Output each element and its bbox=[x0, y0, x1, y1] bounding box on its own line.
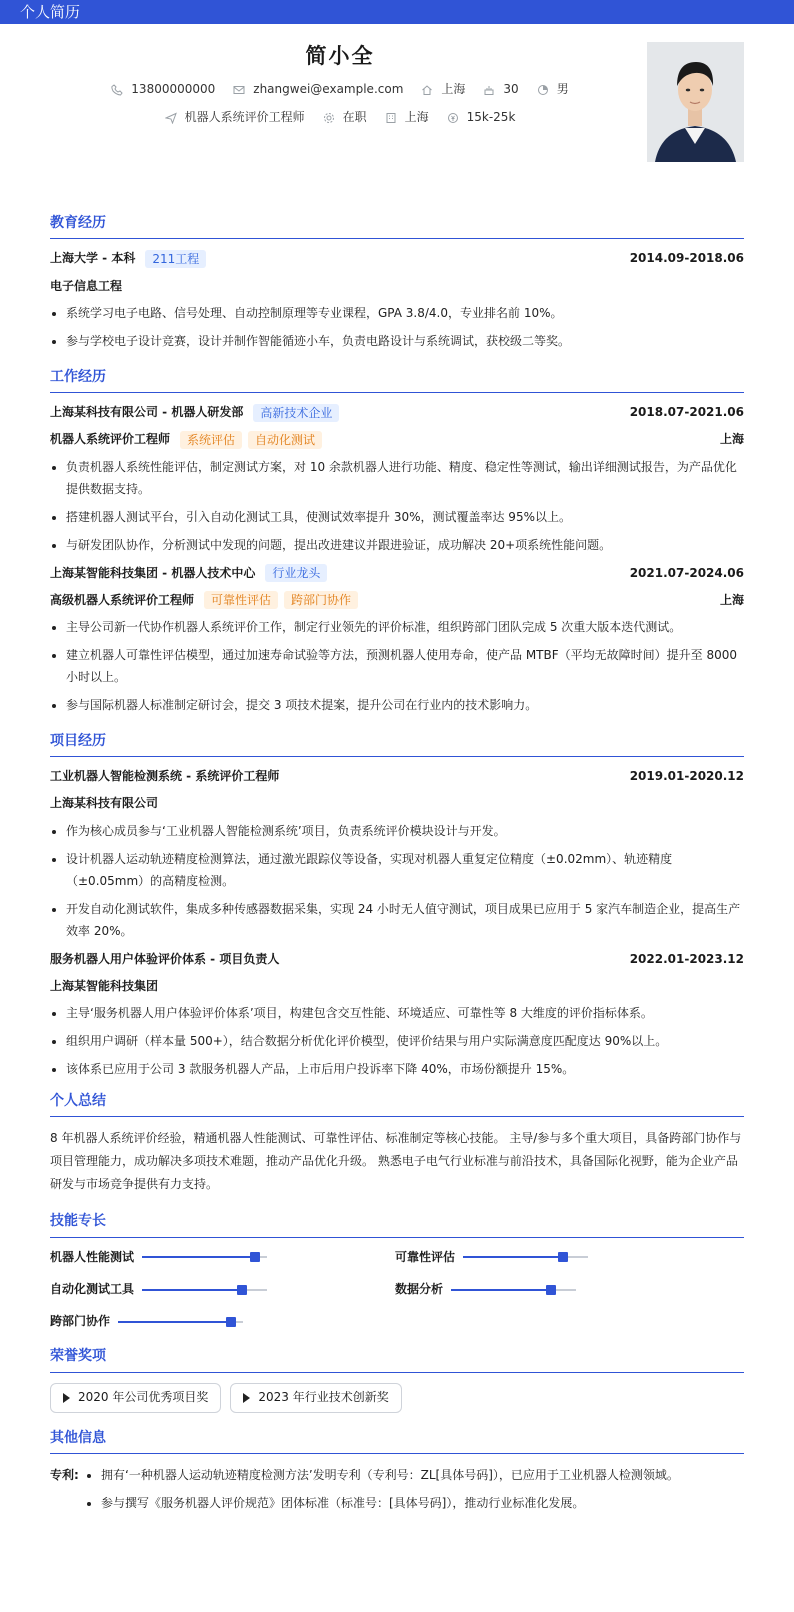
salary-item bbox=[447, 108, 516, 127]
work-section bbox=[50, 366, 744, 716]
list-item: 建立机器人可靠性评估模型，通过加速寿命试验等方法，预测机器人使用寿命，使产品 MTBF（平均无故障时间）提升至 8000 小时以上。 bbox=[50, 644, 744, 688]
gender-text: 男 bbox=[556, 82, 569, 96]
skills-title: 技能专长 bbox=[50, 1210, 744, 1237]
list-item: 搭建机器人测试平台，引入自动化测试工具，使测试效率提升 30%，测试覆盖率达 95%以上。 bbox=[50, 506, 744, 528]
skill-bar-fill bbox=[118, 1321, 231, 1323]
status-item bbox=[323, 108, 367, 127]
project-entry bbox=[50, 950, 744, 1080]
company-tag: 高新技术企业 bbox=[253, 404, 339, 422]
project-org: 上海某智能科技集团 bbox=[50, 978, 159, 993]
resume-page bbox=[0, 24, 794, 1520]
patent-row bbox=[50, 1464, 744, 1520]
top-bar-title: 个人简历 bbox=[20, 3, 81, 21]
skill-name: 机器人性能测试 bbox=[50, 1249, 135, 1264]
school-tag: 211工程 bbox=[145, 250, 206, 268]
money-icon bbox=[447, 112, 459, 124]
work-company-group bbox=[50, 564, 327, 583]
skill-name: 跨部门协作 bbox=[50, 1314, 111, 1329]
work-city-text: 上海 bbox=[404, 110, 429, 124]
phone-text: 13800000000 bbox=[131, 82, 216, 96]
project-bullets bbox=[50, 820, 744, 942]
phone-icon bbox=[111, 84, 123, 96]
send-icon bbox=[165, 112, 177, 124]
company-tag: 行业龙头 bbox=[265, 564, 327, 582]
work-period: 2018.07-2021.06 bbox=[629, 405, 744, 420]
contact-info-row bbox=[50, 80, 630, 99]
summary-title: 个人总结 bbox=[50, 1090, 744, 1117]
skills-grid bbox=[50, 1248, 744, 1332]
gear-icon bbox=[323, 112, 335, 124]
resume-header bbox=[50, 24, 744, 194]
work-role-group bbox=[50, 591, 358, 610]
skill-item bbox=[395, 1248, 695, 1267]
project-period: 2019.01-2020.12 bbox=[629, 769, 744, 784]
age-item bbox=[483, 80, 518, 99]
job-title-text: 机器人系统评价工程师 bbox=[184, 110, 305, 124]
portrait-image bbox=[647, 42, 744, 162]
skill-item bbox=[50, 1248, 395, 1267]
skill-bar-knob bbox=[546, 1285, 556, 1295]
role-tag: 跨部门协作 bbox=[284, 591, 358, 609]
list-item: 主导公司新一代协作机器人系统评价工作，制定行业领先的评价标准，组织跨部门团队完成 5 次重大版本迭代测试。 bbox=[50, 616, 744, 638]
list-item: 作为核心成员参与‘工业机器人智能检测系统’项目，负责系统评价模块设计与开发。 bbox=[50, 820, 744, 842]
list-item: 参与国际机器人标准制定研讨会，提交 3 项技术提案，提升公司在行业内的技术影响力。 bbox=[50, 694, 744, 716]
education-header-row bbox=[50, 249, 744, 268]
role-tag: 可靠性评估 bbox=[204, 591, 278, 609]
skill-name: 数据分析 bbox=[395, 1282, 444, 1297]
skill-name: 可靠性评估 bbox=[395, 1249, 456, 1264]
work-bullets bbox=[50, 616, 744, 716]
cake-icon bbox=[483, 84, 495, 96]
building-icon bbox=[385, 112, 397, 124]
list-item: 参与学校电子设计竞赛，设计并制作智能循迹小车，负责电路设计与系统调试，获校级二等奖。 bbox=[50, 330, 744, 352]
skill-bar-knob bbox=[237, 1285, 247, 1295]
list-item: 主导‘服务机器人用户体验评价体系’项目，构建包含交互性能、环境适应、可靠性等 8 大维度的评价指标体系。 bbox=[50, 1002, 744, 1024]
list-item: 该体系已应用于公司 3 款服务机器人产品，上市后用户投诉率下降 40%，市场份额提升 15%。 bbox=[50, 1058, 744, 1080]
awards-list bbox=[50, 1383, 744, 1413]
status-text: 在职 bbox=[342, 110, 367, 124]
list-item: 系统学习电子电路、信号处理、自动控制原理等专业课程，GPA 3.8/4.0，专业排名前 10%。 bbox=[50, 302, 744, 324]
mail-icon bbox=[233, 84, 245, 96]
work-role-group bbox=[50, 430, 322, 449]
work-role-row bbox=[50, 430, 744, 449]
skill-item bbox=[50, 1280, 395, 1299]
skill-bar-fill bbox=[142, 1256, 255, 1258]
project-name: 工业机器人智能检测系统 - 系统评价工程师 bbox=[50, 769, 280, 784]
skill-bar-knob bbox=[558, 1252, 568, 1262]
education-period: 2014.09-2018.06 bbox=[629, 251, 744, 266]
work-city-item bbox=[385, 108, 429, 127]
project-entry bbox=[50, 767, 744, 941]
skill-item bbox=[50, 1312, 395, 1331]
role-name: 机器人系统评价工程师 bbox=[50, 432, 171, 447]
project-header-row bbox=[50, 767, 744, 786]
work-bullets bbox=[50, 456, 744, 556]
candidate-name: 简小全 bbox=[305, 44, 375, 68]
project-name: 服务机器人用户体验评价体系 - 项目负责人 bbox=[50, 951, 280, 966]
awards-section bbox=[50, 1345, 744, 1412]
list-item: 与研发团队协作，分析测试中发现的问题，提出改进建议并跟进验证，成功解决 20+项系统性能问题。 bbox=[50, 534, 744, 556]
skill-bar bbox=[142, 1289, 267, 1291]
email-item bbox=[233, 80, 403, 99]
award-label: 2020 年公司优秀项目奖 bbox=[78, 1390, 209, 1405]
work-company-row bbox=[50, 564, 744, 583]
skill-bar bbox=[463, 1256, 588, 1258]
other-title: 其他信息 bbox=[50, 1427, 744, 1454]
home-icon bbox=[421, 84, 433, 96]
skill-name: 自动化测试工具 bbox=[50, 1282, 135, 1297]
job-info-row bbox=[50, 108, 630, 127]
skill-bar-fill bbox=[463, 1256, 563, 1258]
list-item: 参与撰写《服务机器人评价规范》团体标准（标准号：[具体号码]），推动行业标准化发展。 bbox=[85, 1492, 679, 1514]
gender-item bbox=[537, 80, 569, 99]
list-item: 负责机器人系统性能评估，制定测试方案，对 10 余款机器人进行功能、精度、稳定性等测试，输出详细测试报告，为产品优化提供数据支持。 bbox=[50, 456, 744, 500]
play-icon bbox=[63, 1393, 70, 1403]
email-text: zhangwei@example.com bbox=[253, 82, 404, 96]
work-period: 2021.07-2024.06 bbox=[629, 565, 744, 580]
skill-item bbox=[395, 1280, 695, 1299]
phone-item bbox=[111, 80, 215, 99]
work-entry bbox=[50, 403, 744, 555]
list-item: 拥有‘一种机器人运动轨迹精度检测方法’发明专利（专利号：ZL[具体号码]），已应用于工业机器人检测领域。 bbox=[85, 1464, 679, 1486]
location-text: 上海 bbox=[441, 82, 466, 96]
skill-bar-knob bbox=[226, 1317, 236, 1327]
role-tag: 自动化测试 bbox=[248, 431, 322, 449]
skill-bar bbox=[451, 1289, 576, 1291]
education-major: 电子信息工程 bbox=[50, 278, 123, 293]
skill-bar-fill bbox=[142, 1289, 242, 1291]
award-chip[interactable] bbox=[50, 1383, 221, 1413]
skill-bar-fill bbox=[451, 1289, 551, 1291]
work-company-row bbox=[50, 403, 744, 422]
projects-title: 项目经历 bbox=[50, 730, 744, 757]
salary-text: 15k-25k bbox=[466, 110, 516, 124]
award-chip[interactable] bbox=[230, 1383, 401, 1413]
list-item: 组织用户调研（样本量 500+），结合数据分析优化评价模型，使评价结果与用户实际满意度匹配度达 90%以上。 bbox=[50, 1030, 744, 1052]
work-role-row bbox=[50, 591, 744, 610]
list-item: 设计机器人运动轨迹精度检测算法，通过激光跟踪仪等设备，实现对机器人重复定位精度（±0.02mm）、轨迹精度（±0.05mm）的高精度检测。 bbox=[50, 848, 744, 892]
gender-icon bbox=[537, 84, 549, 96]
age-text: 30 bbox=[503, 82, 519, 96]
list-item: 开发自动化测试软件，集成多种传感器数据采集，实现 24 小时无人值守测试，项目成果已应用于 5 家汽车制造企业，提高生产效率 20%。 bbox=[50, 898, 744, 942]
summary-section bbox=[50, 1090, 744, 1196]
education-section bbox=[50, 212, 744, 352]
role-tag: 系统评估 bbox=[180, 431, 242, 449]
job-title-item bbox=[165, 108, 305, 127]
education-school-group bbox=[50, 249, 206, 268]
play-icon bbox=[243, 1393, 250, 1403]
project-period: 2022.01-2023.12 bbox=[629, 951, 744, 966]
project-org: 上海某科技有限公司 bbox=[50, 796, 159, 811]
education-entry bbox=[50, 249, 744, 351]
company-name: 上海某智能科技集团 - 机器人技术中心 bbox=[50, 565, 256, 580]
project-header-row bbox=[50, 950, 744, 969]
profile-photo bbox=[647, 42, 744, 162]
awards-title: 荣誉奖项 bbox=[50, 1345, 744, 1372]
location-item bbox=[421, 80, 465, 99]
patent-list bbox=[85, 1464, 679, 1520]
other-section bbox=[50, 1427, 744, 1520]
skills-section bbox=[50, 1210, 744, 1331]
role-name: 高级机器人系统评价工程师 bbox=[50, 592, 195, 607]
education-bullets bbox=[50, 302, 744, 352]
summary-text: 8 年机器人系统评价经验，精通机器人性能测试、可靠性评估、标准制定等核心技能。 主导/参与多个重大项目，具备跨部门协作与项目管理能力，成功解决多项技术难题，推动产品优化升级。 熟悉电子电气行业标准与前沿技术，具备国际化视野，能为企业产品研发与市场竞争提供有力支持。 bbox=[50, 1131, 742, 1192]
company-name: 上海某科技有限公司 - 机器人研发部 bbox=[50, 405, 244, 420]
skill-bar-knob bbox=[250, 1252, 260, 1262]
award-label: 2023 年行业技术创新奖 bbox=[258, 1390, 389, 1405]
school-name: 上海大学 - 本科 bbox=[50, 251, 136, 266]
skill-bar bbox=[142, 1256, 267, 1258]
work-city: 上海 bbox=[719, 432, 744, 447]
patent-label: 专利: bbox=[50, 1468, 79, 1483]
work-title: 工作经历 bbox=[50, 366, 744, 393]
projects-section bbox=[50, 730, 744, 1080]
top-bar bbox=[0, 0, 794, 24]
work-city: 上海 bbox=[719, 592, 744, 607]
skill-bar bbox=[118, 1321, 243, 1323]
education-title: 教育经历 bbox=[50, 212, 744, 239]
project-bullets bbox=[50, 1002, 744, 1080]
work-entry bbox=[50, 564, 744, 716]
work-company-group bbox=[50, 403, 339, 422]
